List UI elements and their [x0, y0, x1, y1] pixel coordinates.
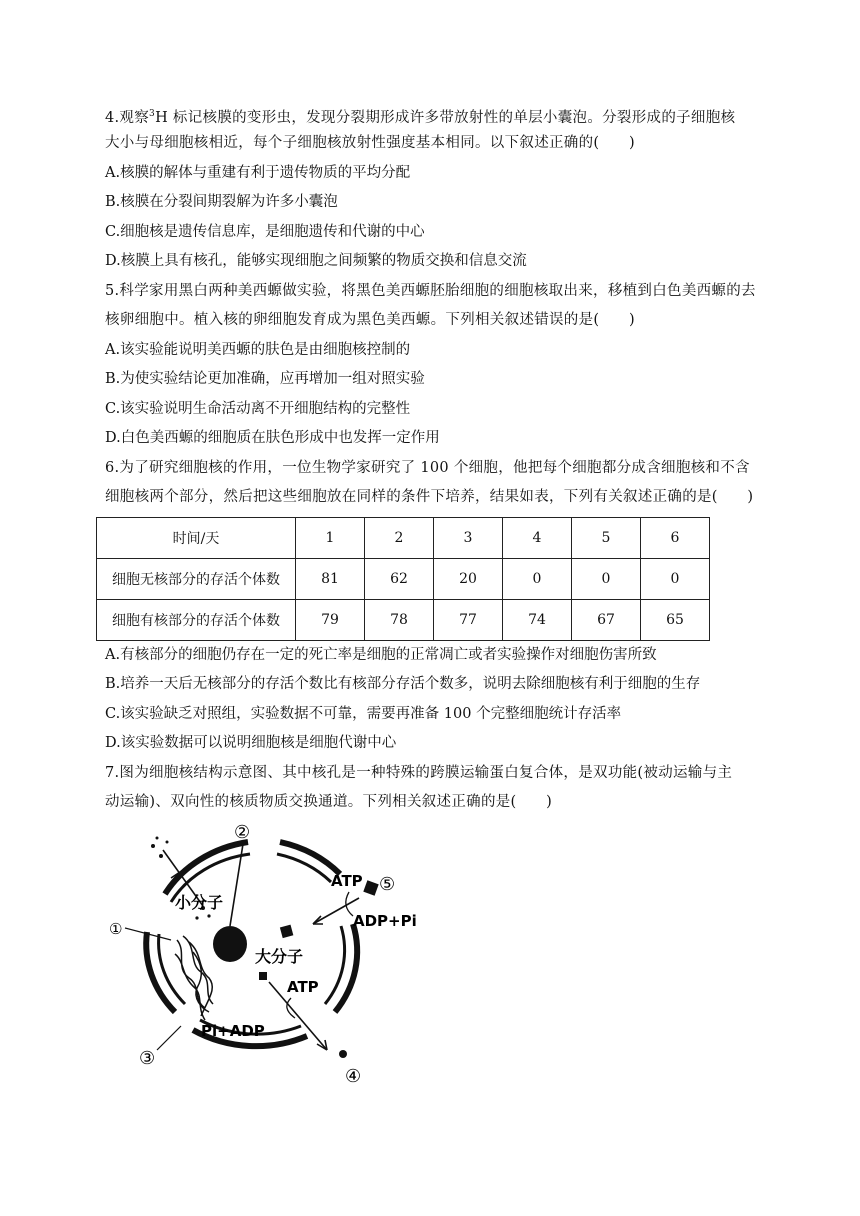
- q5-option-b: B.为使实验结论更加准确，应再增加一组对照实验: [105, 371, 425, 387]
- table-cell: 79: [296, 600, 365, 641]
- q6-option-c: C.该实验缺乏对照组，实验数据不可靠，需要再准备 100 个完整细胞统计存活率: [105, 706, 622, 722]
- label-5: ⑤: [379, 874, 396, 895]
- q6-option-d: D.该实验数据可以说明细胞核是细胞代谢中心: [105, 735, 397, 751]
- table-header-row: [97, 518, 710, 559]
- nucleolus: [213, 926, 247, 962]
- table-cell: 细胞有核部分的存活个体数: [97, 600, 296, 641]
- table-cell: 1: [296, 518, 365, 559]
- table-cell: 时间/天: [97, 518, 296, 559]
- q5-option-a: A.该实验能说明美西螈的肤色是由细胞核控制的: [105, 342, 411, 358]
- q6-stem-line-2: 细胞核两个部分，然后把这些细胞放在同样的条件下培养，结果如表，下列有关叙述正确的是( ): [105, 489, 754, 505]
- table-cell: 77: [434, 600, 503, 641]
- table-cell: 0: [503, 559, 572, 600]
- table-cell: 62: [365, 559, 434, 600]
- q6-option-a: A.有核部分的细胞仍存在一定的死亡率是细胞的正常凋亡或者实验操作对细胞伤害所致: [105, 647, 657, 663]
- table-row: [97, 559, 710, 600]
- table-row: [97, 600, 710, 641]
- label-4: ④: [345, 1066, 362, 1087]
- atp-label-bottom: ATP: [287, 978, 319, 996]
- table-cell: 3: [434, 518, 503, 559]
- nucleus-diagram: [105, 812, 425, 1092]
- table-cell: 5: [572, 518, 641, 559]
- pi-adp-label-bottom: Pi+ADP: [201, 1022, 265, 1040]
- table-cell: 20: [434, 559, 503, 600]
- q5-stem-line-2: 核卵细胞中。植入核的卵细胞发育成为黑色美西螈。下列相关叙述错误的是( ): [105, 312, 635, 328]
- label-2: ②: [234, 822, 251, 843]
- table-cell: 4: [503, 518, 572, 559]
- q4-option-d: D.核膜上具有核孔，能够实现细胞之间频繁的物质交换和信息交流: [105, 253, 527, 269]
- adp-pi-label-top: ADP+Pi: [353, 912, 417, 930]
- table-cell: 74: [503, 600, 572, 641]
- q5-option-c: C.该实验说明生命活动离不开细胞结构的完整性: [105, 401, 411, 417]
- chromatin: [175, 936, 213, 1020]
- table-cell: 0: [572, 559, 641, 600]
- q7-stem-line-2: 动运输)、双向性的核质物质交换通道。下列相关叙述正确的是( ): [105, 794, 553, 810]
- q6-stem-line-1: 6.为了研究细胞核的作用，一位生物学家研究了 100 个细胞，他把每个细胞都分成含细胞核和不含: [105, 460, 750, 476]
- q6-option-b: B.培养一天后无核部分的存活个数比有核部分存活个数多，说明去除细胞核有利于细胞的生存: [105, 676, 701, 692]
- table-cell: 细胞无核部分的存活个体数: [97, 559, 296, 600]
- q7-stem-line-1: 7.图为细胞核结构示意图、其中核孔是一种特殊的跨膜运输蛋白复合体，是双功能(被动运输与主: [105, 765, 733, 781]
- table-cell: 78: [365, 600, 434, 641]
- table-cell: 0: [641, 559, 710, 600]
- q4-stem-line-1: 4.观察$^3$H 标记核膜的变形虫，发现分裂期形成许多带放射性的单层小囊泡。分裂形成的子细胞核: [105, 109, 736, 126]
- table-cell: 67: [572, 600, 641, 641]
- table-cell: 6: [641, 518, 710, 559]
- large-molecule-label: 大分子: [255, 947, 304, 966]
- q4-option-b: B.核膜在分裂间期裂解为许多小囊泡: [105, 194, 338, 210]
- q4-option-a: A.核膜的解体与重建有利于遗传物质的平均分配: [105, 165, 411, 181]
- small-molecule-label: 小分子: [175, 893, 224, 912]
- q4-stem-line-2: 大小与母细胞核相近，每个子细胞核放射性强度基本相同。以下叙述正确的( ): [105, 135, 635, 151]
- atp-label-top: ATP: [331, 872, 363, 890]
- table-cell: 65: [641, 600, 710, 641]
- table-cell: 81: [296, 559, 365, 600]
- q4-option-c: C.细胞核是遗传信息库，是细胞遗传和代谢的中心: [105, 224, 425, 240]
- q5-stem-line-1: 5.科学家用黑白两种美西螈做实验，将黑色美西螈胚胎细胞的细胞核取出来，移植到白色美西螈的去: [105, 283, 756, 299]
- label-1: ①: [109, 920, 123, 938]
- table-cell: 2: [365, 518, 434, 559]
- survival-table: [96, 517, 710, 641]
- q5-option-d: D.白色美西螈的细胞质在肤色形成中也发挥一定作用: [105, 430, 440, 446]
- label-3: ③: [139, 1048, 156, 1069]
